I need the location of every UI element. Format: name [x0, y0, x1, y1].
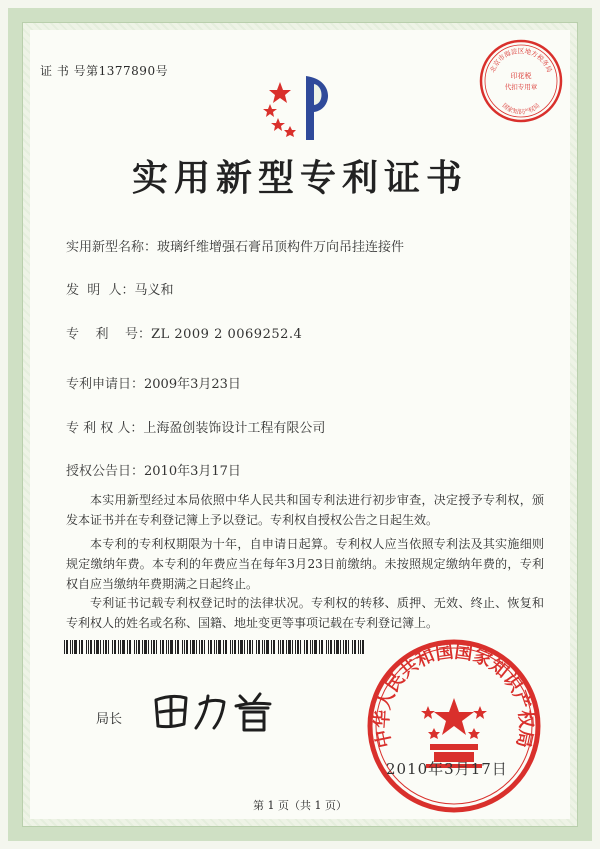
patent-number-row — [66, 323, 302, 342]
field-value: 上海盈创装饰设计工程有限公司 — [143, 421, 326, 436]
svg-text:代扣专用章: 代扣专用章 — [504, 83, 538, 91]
director-signature — [148, 686, 288, 734]
national-ip-office-seal — [364, 636, 544, 816]
body-paragraph-3: 专利证书记载专利权登记时的法律状况。专利权的转移、质押、无效、终止、恢复和专利权人的姓名或名称、国籍、地址变更等事项记载在专利登记簿上。 — [66, 596, 544, 630]
director-label: 局长 — [96, 712, 123, 727]
field-value: 马义和 — [134, 283, 174, 298]
field-value: 2009年3月23日 — [144, 377, 241, 392]
tax-stamp — [478, 38, 564, 124]
certificate-title: 实用新型专利证书 — [131, 157, 468, 199]
svg-text:国家知识产权局: 国家知识产权局 — [500, 102, 542, 116]
svg-text:印花税: 印花税 — [510, 72, 532, 80]
field-label: 专 利 号： — [66, 327, 152, 342]
field-value: 2010年3月17日 — [144, 464, 241, 479]
field-label: 专利申请日： — [66, 377, 145, 392]
page-number: 第 1 页（共 1 页） — [253, 799, 347, 812]
grant-date-row — [66, 460, 241, 479]
field-label: 实用新型名称： — [66, 240, 158, 255]
field-label: 专 利 权 人： — [66, 421, 144, 436]
filing-date-row — [66, 373, 241, 392]
field-value: 玻璃纤维增强石膏吊顶构件万向吊挂连接件 — [157, 240, 405, 255]
utility-model-name-row — [66, 236, 404, 255]
field-label: 授权公告日： — [66, 464, 145, 479]
svg-text:中华人民共和国国家知识产权局: 中华人民共和国国家知识产权局 — [371, 641, 537, 750]
body-paragraph-2: 本专利的专利权期限为十年，自申请日起算。专利权人应当依照专利法及其实施细则规定缴纳年费。本专利的年费应当在每年3月23日前缴纳。未按照规定缴纳年费的，专利权自应当缴纳年费期满之日起终止。 — [66, 537, 544, 591]
barcode — [64, 640, 364, 654]
field-value: ZL 2009 2 0069252.4 — [151, 327, 303, 342]
patent-office-logo — [262, 72, 338, 144]
body-paragraph-1: 本实用新型经过本局依照中华人民共和国专利法进行初步审查，决定授予专利权，颁发本证书并在专利登记簿上予以登记。专利权自授权公告之日起生效。 — [66, 493, 544, 527]
inventor-row — [66, 279, 174, 298]
patentee-row — [66, 417, 325, 436]
svg-text:北京市海淀区地方税务局: 北京市海淀区地方税务局 — [488, 47, 554, 74]
certificate-number: 证 书 号第1377890号 — [40, 64, 169, 78]
field-label: 发 明 人： — [66, 283, 135, 298]
issue-date: 2010年3月17日 — [386, 760, 508, 778]
